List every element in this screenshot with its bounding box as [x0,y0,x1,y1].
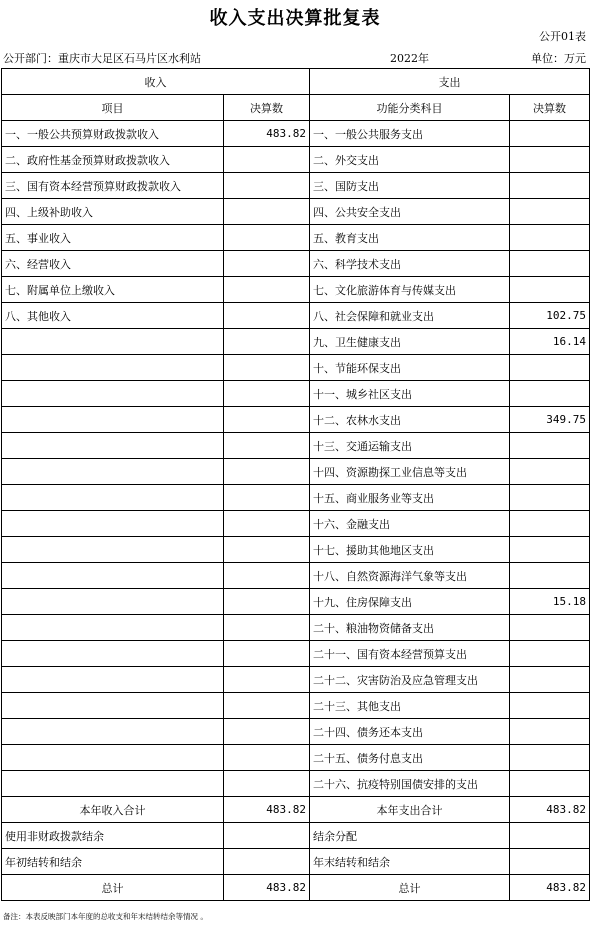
expense-amount [510,641,590,667]
expense-item: 十二、农林水支出 [310,407,510,433]
income-item [2,537,224,563]
expense-item: 三、国防支出 [310,173,510,199]
income-item [2,719,224,745]
income-amount [224,563,310,589]
income-amount [224,719,310,745]
non-fiscal-balance-value [224,823,310,849]
expense-item: 十一、城乡社区支出 [310,381,510,407]
table-row [2,381,590,407]
income-item: 五、事业收入 [2,225,224,251]
grand-total-income: 483.82 [224,875,310,901]
table-row [2,745,590,771]
expense-item: 二十六、抗疫特别国债安排的支出 [310,771,510,797]
total-row [2,797,590,823]
income-amount [224,459,310,485]
expense-amount [510,537,590,563]
income-amount [224,745,310,771]
amount-column-header: 决算数 [224,95,310,121]
expense-item: 十九、住房保障支出 [310,589,510,615]
final-accounts-table [1,68,590,901]
income-total-value: 483.82 [224,797,310,823]
expense-amount [510,277,590,303]
expense-amount [510,745,590,771]
table-row [2,433,590,459]
expense-amount [510,485,590,511]
income-item: 二、政府性基金预算财政拨款收入 [2,147,224,173]
income-item: 一、一般公共预算财政拨款收入 [2,121,224,147]
table-row [2,537,590,563]
table-row [2,303,590,329]
income-item [2,745,224,771]
distribution-value [510,823,590,849]
income-amount: 483.82 [224,121,310,147]
income-amount [224,667,310,693]
income-amount [224,641,310,667]
income-total-label: 本年收入合计 [2,797,224,823]
table-row [2,459,590,485]
expense-amount: 102.75 [510,303,590,329]
expense-amount: 16.14 [510,329,590,355]
expense-section-header: 支出 [310,69,590,95]
income-amount [224,693,310,719]
table-row [2,199,590,225]
expense-amount: 15.18 [510,589,590,615]
table-row [2,251,590,277]
table-row [2,173,590,199]
expense-item: 四、公共安全支出 [310,199,510,225]
income-amount [224,511,310,537]
income-amount [224,199,310,225]
income-item: 六、经营收入 [2,251,224,277]
expense-amount [510,563,590,589]
income-amount [224,303,310,329]
function-item-column-header: 功能分类科目 [310,95,510,121]
income-amount [224,225,310,251]
expense-amount [510,459,590,485]
expense-amount [510,615,590,641]
income-item [2,771,224,797]
table-row [2,589,590,615]
expense-item: 十八、自然资源海洋气象等支出 [310,563,510,589]
expense-amount [510,511,590,537]
grand-total-expense: 483.82 [510,875,590,901]
expense-item: 十七、援助其他地区支出 [310,537,510,563]
income-amount [224,355,310,381]
expense-amount [510,433,590,459]
table-code: 公开01表 [539,30,586,43]
expense-amount: 349.75 [510,407,590,433]
expense-amount [510,381,590,407]
table-row [2,121,590,147]
expense-item: 二十三、其他支出 [310,693,510,719]
expense-item: 二十四、债务还本支出 [310,719,510,745]
expense-item: 十六、金融支出 [310,511,510,537]
grand-total-label-2: 总计 [310,875,510,901]
column-header-row [2,95,590,121]
expense-item: 八、社会保障和就业支出 [310,303,510,329]
income-amount [224,407,310,433]
expense-item: 六、科学技术支出 [310,251,510,277]
expense-item: 二十二、灾害防治及应急管理支出 [310,667,510,693]
income-item [2,589,224,615]
year-label: 2022年 [390,52,429,65]
income-amount [224,329,310,355]
expense-amount [510,199,590,225]
table-note: 备注：本表反映部门本年度的总收支和年末结转结余等情况 。 [3,912,208,921]
non-fiscal-balance-label: 使用非财政拨款结余 [2,823,224,849]
expense-amount [510,667,590,693]
expense-amount [510,693,590,719]
table-row [2,485,590,511]
table-row [2,693,590,719]
table-row [2,719,590,745]
income-item: 七、附属单位上缴收入 [2,277,224,303]
income-item [2,433,224,459]
expense-item: 十三、交通运输支出 [310,433,510,459]
section-header-row [2,69,590,95]
income-item [2,407,224,433]
table-row [2,771,590,797]
income-item [2,693,224,719]
income-item [2,329,224,355]
page-title: 收入支出决算批复表 [209,8,381,29]
income-item [2,563,224,589]
expense-total-value: 483.82 [510,797,590,823]
expense-amount [510,771,590,797]
income-item [2,381,224,407]
expense-amount [510,355,590,381]
table-row [2,407,590,433]
income-section-header: 收入 [2,69,310,95]
expense-item: 十四、资源勘探工业信息等支出 [310,459,510,485]
expense-item: 七、文化旅游体育与传媒支出 [310,277,510,303]
expense-item: 二十五、债务付息支出 [310,745,510,771]
expense-item: 十、节能环保支出 [310,355,510,381]
expense-item: 二十、粮油物资储备支出 [310,615,510,641]
table-row [2,355,590,381]
income-amount [224,615,310,641]
income-amount [224,537,310,563]
table-row [2,641,590,667]
expense-amount [510,173,590,199]
expense-item: 一、一般公共服务支出 [310,121,510,147]
income-amount [224,485,310,511]
table-row [2,225,590,251]
expense-amount [510,225,590,251]
table-row [2,511,590,537]
income-item: 八、其他收入 [2,303,224,329]
expense-amount [510,147,590,173]
expense-amount [510,719,590,745]
income-item [2,485,224,511]
income-amount [224,771,310,797]
expense-item: 九、卫生健康支出 [310,329,510,355]
income-item [2,641,224,667]
grand-total-label: 总计 [2,875,224,901]
income-amount [224,173,310,199]
begin-carryover-value [224,849,310,875]
balance-row [2,823,590,849]
income-item [2,355,224,381]
amount2-column-header: 决算数 [510,95,590,121]
income-item: 四、上级补助收入 [2,199,224,225]
income-amount [224,381,310,407]
expense-item: 二、外交支出 [310,147,510,173]
grand-total-row [2,875,590,901]
unit-label: 单位：万元 [531,52,586,65]
income-item: 三、国有资本经营预算财政拨款收入 [2,173,224,199]
expense-total-label: 本年支出合计 [310,797,510,823]
income-amount [224,147,310,173]
table-row [2,667,590,693]
income-amount [224,589,310,615]
carryover-row [2,849,590,875]
distribution-label: 结余分配 [310,823,510,849]
expense-item: 二十一、国有资本经营预算支出 [310,641,510,667]
department-label: 公开部门：重庆市大足区石马片区水利站 [3,52,201,65]
income-amount [224,433,310,459]
expense-item: 十五、商业服务业等支出 [310,485,510,511]
expense-amount [510,121,590,147]
table-row [2,277,590,303]
table-row [2,563,590,589]
table-row [2,329,590,355]
end-carryover-label: 年末结转和结余 [310,849,510,875]
begin-carryover-label: 年初结转和结余 [2,849,224,875]
expense-amount [510,251,590,277]
table-row [2,615,590,641]
income-item [2,459,224,485]
table-row [2,147,590,173]
income-item [2,667,224,693]
expense-item: 五、教育支出 [310,225,510,251]
end-carryover-value [510,849,590,875]
income-item [2,511,224,537]
income-item [2,615,224,641]
item-column-header: 项目 [2,95,224,121]
income-amount [224,251,310,277]
income-amount [224,277,310,303]
